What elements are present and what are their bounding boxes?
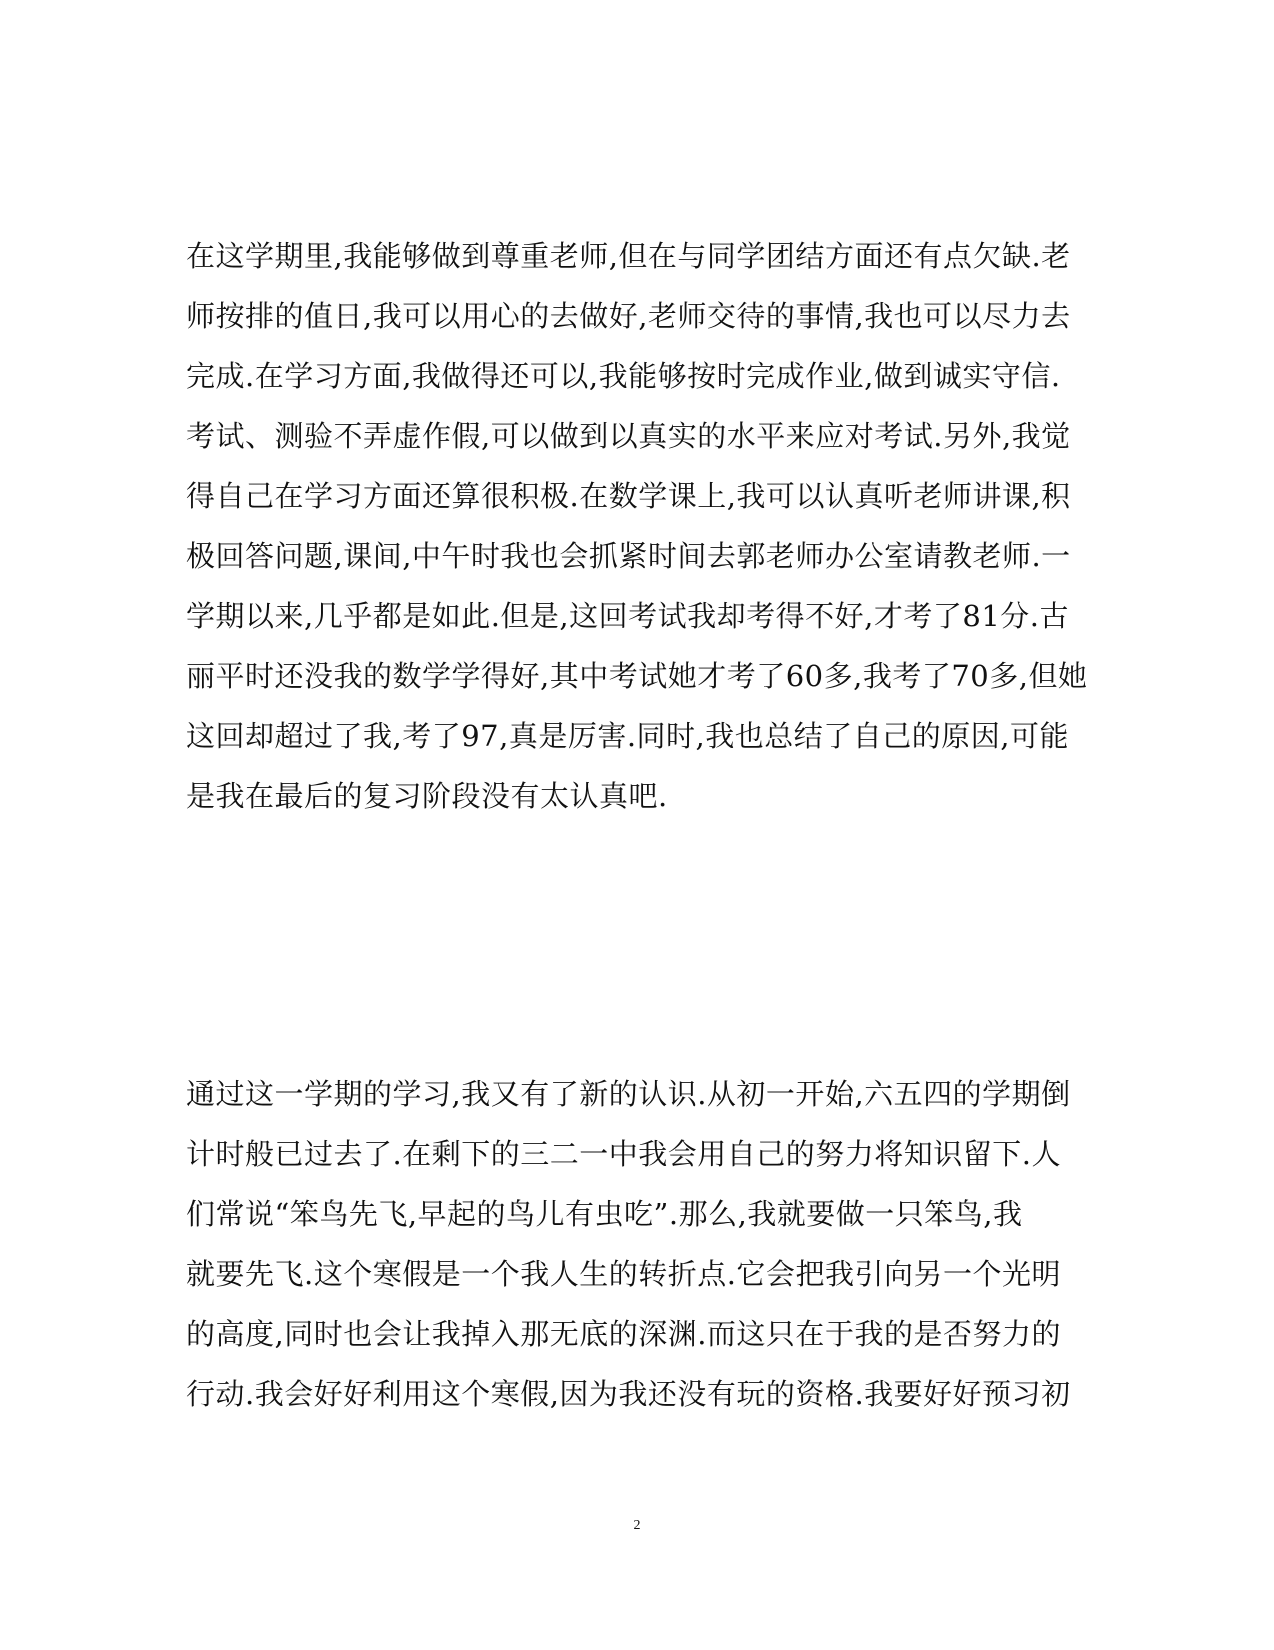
paragraph-line: 得自己在学习方面还算很积极.在数学课上,我可以认真听老师讲课,积	[186, 479, 1071, 513]
paragraph-line: 极回答问题,课间,中午时我也会抓紧时间去郭老师办公室请教老师.一	[186, 539, 1071, 573]
paragraph-line: 丽平时还没我的数学学得好,其中考试她才考了60多,我考了70多,但她	[186, 659, 1088, 693]
paragraph-line: 师按排的值日,我可以用心的去做好,老师交待的事情,我也可以尽力去	[186, 299, 1071, 333]
paragraph-2	[186, 1064, 1086, 1424]
paragraph-1	[186, 226, 1086, 826]
paragraph-line: 计时般已过去了.在剩下的三二一中我会用自己的努力将知识留下.人	[186, 1137, 1061, 1171]
paragraph-line: 考试、测验不弄虚作假,可以做到以真实的水平来应对考试.另外,我觉	[186, 419, 1071, 453]
page-number: 2	[633, 1518, 641, 1533]
paragraph-line: 在这学期里,我能够做到尊重老师,但在与同学团结方面还有点欠缺.老	[186, 239, 1071, 273]
paragraph-line: 是我在最后的复习阶段没有太认真吧.	[186, 779, 668, 813]
paragraph-line: 完成.在学习方面,我做得还可以,我能够按时完成作业,做到诚实守信.	[186, 359, 1061, 393]
paragraph-line: 这回却超过了我,考了97,真是厉害.同时,我也总结了自己的原因,可能	[186, 719, 1069, 753]
paragraph-line: 行动.我会好好利用这个寒假,因为我还没有玩的资格.我要好好预习初	[186, 1377, 1071, 1411]
paragraph-line: 通过这一学期的学习,我又有了新的认识.从初一开始,六五四的学期倒	[186, 1077, 1071, 1111]
paragraph-line: 学期以来,几乎都是如此.但是,这回考试我却考得不好,才考了81分.古	[186, 599, 1069, 633]
paragraph-line: 的高度,同时也会让我掉入那无底的深渊.而这只在于我的是否努力的	[186, 1317, 1061, 1351]
paragraph-line: 就要先飞.这个寒假是一个我人生的转折点.它会把我引向另一个光明	[186, 1257, 1061, 1291]
paragraph-line: 们常说“笨鸟先飞,早起的鸟儿有虫吃”.那么,我就要做一只笨鸟,我	[186, 1197, 1023, 1231]
